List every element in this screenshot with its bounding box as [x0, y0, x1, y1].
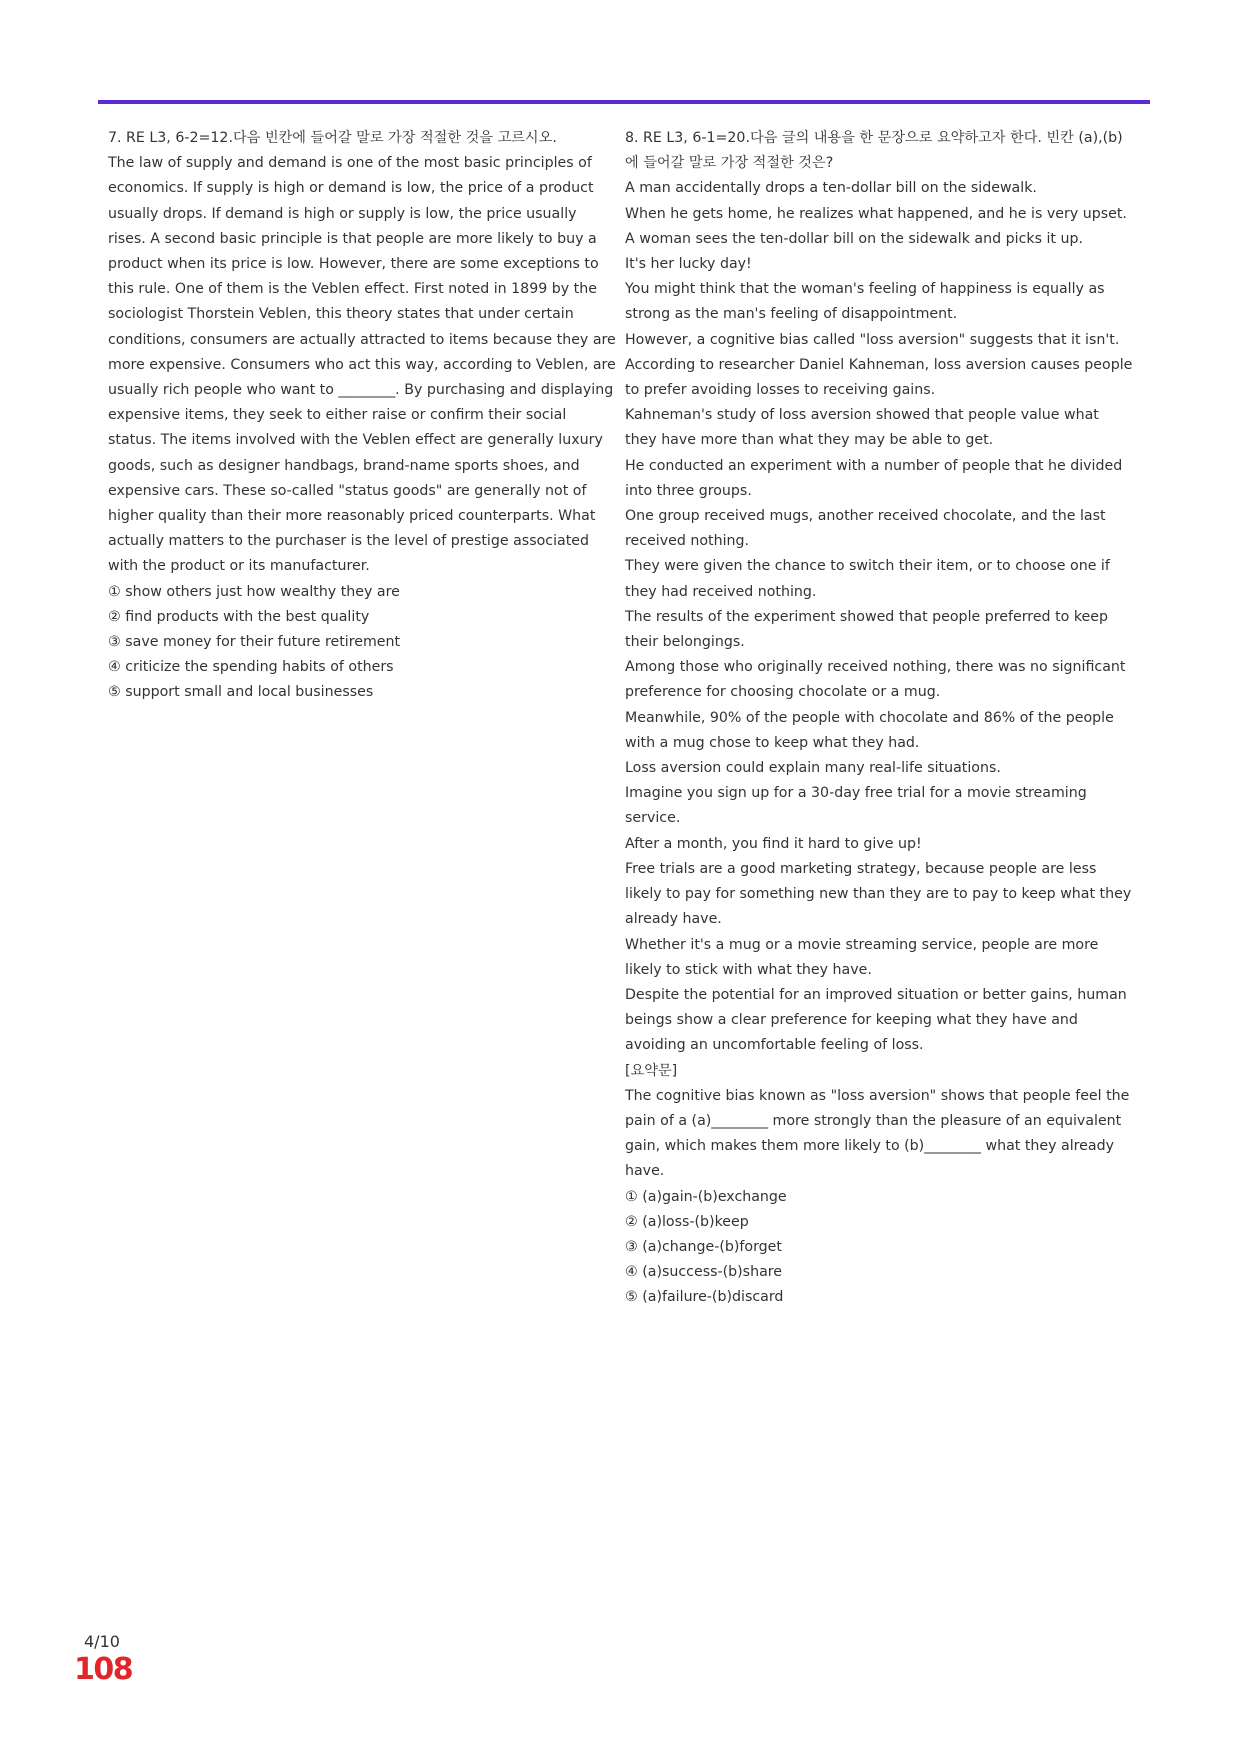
- question-8-sentence: He conducted an experiment with a number of people that he divided into three groups.: [625, 457, 1123, 499]
- question-8-choice-4: ④ (a)success-(b)share: [625, 1264, 783, 1281]
- question-8-sentence: However, a cognitive bias called "loss aversion" suggests that it isn't.: [625, 331, 1120, 348]
- question-7-choice-2: ② find products with the best quality: [108, 608, 370, 625]
- question-8-sentence: After a month, you find it hard to give up!: [625, 835, 922, 852]
- question-8-sentence: They were given the chance to switch their item, or to choose one if they had received nothing.: [625, 558, 1110, 600]
- question-8-sentence: One group received mugs, another received chocolate, and the last received nothing.: [625, 508, 1106, 550]
- page-number: 108: [74, 1652, 133, 1687]
- question-8-sentence: Kahneman's study of loss aversion showed that people value what they have more than what they may be able to get.: [625, 407, 1099, 449]
- question-8-sentence: Free trials are a good marketing strategy, because people are less likely to pay for something new than they are to pay to keep what they already have.: [625, 860, 1132, 928]
- question-7-header: 7. RE L3, 6-2=12.다음 빈칸에 들어갈 말로 가장 적절한 것을 고르시오.: [108, 130, 557, 146]
- question-8-choice-5: ⑤ (a)failure-(b)discard: [625, 1289, 784, 1306]
- question-8: [625, 126, 1135, 1311]
- question-8-sentence: A man accidentally drops a ten-dollar bill on the sidewalk.: [625, 180, 1037, 197]
- question-8-sentence: According to researcher Daniel Kahneman, loss aversion causes people to prefer avoiding losses to receiving gains.: [625, 356, 1133, 399]
- question-8-sentence: You might think that the woman's feeling of happiness is equally as strong as the man's feeling of disappointment.: [625, 281, 1105, 323]
- question-8-sentence: Meanwhile, 90% of the people with chocolate and 86% of the people with a mug chose to keep what they had.: [625, 709, 1114, 751]
- question-8-sentence: Loss aversion could explain many real-life situations.: [625, 760, 1001, 777]
- question-7-passage: The law of supply and demand is one of the most basic principles of economics. If supply is high or demand is low, the price of a product usually drops. If demand is high or supply is low, the price usually rises. A second basic principle is that people are more likely to buy a product when its price is low. However, there are some exceptions to this rule. One of them is the Veblen effect. First noted in 1899 by the sociologist Thorstein Veblen, this theory states that under certain conditions, consumers are actually attracted to items because they are more expensive. Consumers who act this way, according to Veblen, are usually rich people who want to ________. By purchasing and displaying expensive items, they seek to either raise or confirm their social status. The items involved with the Veblen effect are generally luxury goods, such as designer handbags, brand-name sports shoes, and expensive cars. These so-called "status goods" are generally not of higher quality than their more reasonably priced counterparts. What actually matters to the purchaser is the level of prestige associated with the product or its manufacturer.: [108, 155, 616, 575]
- question-8-choice-2: ② (a)loss-(b)keep: [625, 1213, 749, 1230]
- question-8-sentence: The results of the experiment showed that people preferred to keep their belongings.: [625, 608, 1108, 651]
- question-8-choice-1: ① (a)gain-(b)exchange: [625, 1188, 787, 1205]
- question-8-header: 8. RE L3, 6-1=20.다음 글의 내용을 한 문장으로 요약하고자 한다. 빈칸 (a),(b)에 들어갈 말로 가장 적절한 것은?: [625, 130, 1123, 172]
- summary-text: The cognitive bias known as "loss aversion" shows that people feel the pain of a (a)________ more strongly than the pleasure of an equivalent gain, which makes them more likely to (b)________ what they already have.: [625, 1087, 1130, 1180]
- question-8-choice-3: ③ (a)change-(b)forget: [625, 1238, 782, 1255]
- question-8-sentence: Imagine you sign up for a 30-day free trial for a movie streaming service.: [625, 785, 1087, 827]
- question-8-sentence: When he gets home, he realizes what happened, and he is very upset.: [625, 205, 1127, 222]
- question-7-choice-4: ④ criticize the spending habits of others: [108, 659, 394, 676]
- question-7-choice-3: ③ save money for their future retirement: [108, 634, 401, 651]
- question-7-choice-5: ⑤ support small and local businesses: [108, 684, 374, 701]
- question-8-sentence: Whether it's a mug or a movie streaming service, people are more likely to stick with what they have.: [625, 936, 1099, 978]
- question-7-choice-1: ① show others just how wealthy they are: [108, 583, 400, 600]
- summary-label: [요약문]: [625, 1062, 678, 1079]
- question-8-sentence: It's her lucky day!: [625, 256, 752, 273]
- question-8-sentence: Despite the potential for an improved situation or better gains, human beings show a clear preference for keeping what they have and avoiding an uncomfortable feeling of loss.: [625, 986, 1127, 1054]
- header-rule: [98, 100, 1150, 104]
- page-fraction: 4/10: [84, 1632, 120, 1651]
- question-8-sentence: A woman sees the ten-dollar bill on the sidewalk and picks it up.: [625, 230, 1084, 247]
- question-8-sentence: Among those who originally received nothing, there was no significant preference for choosing chocolate or a mug.: [625, 659, 1126, 701]
- question-7: [108, 126, 618, 706]
